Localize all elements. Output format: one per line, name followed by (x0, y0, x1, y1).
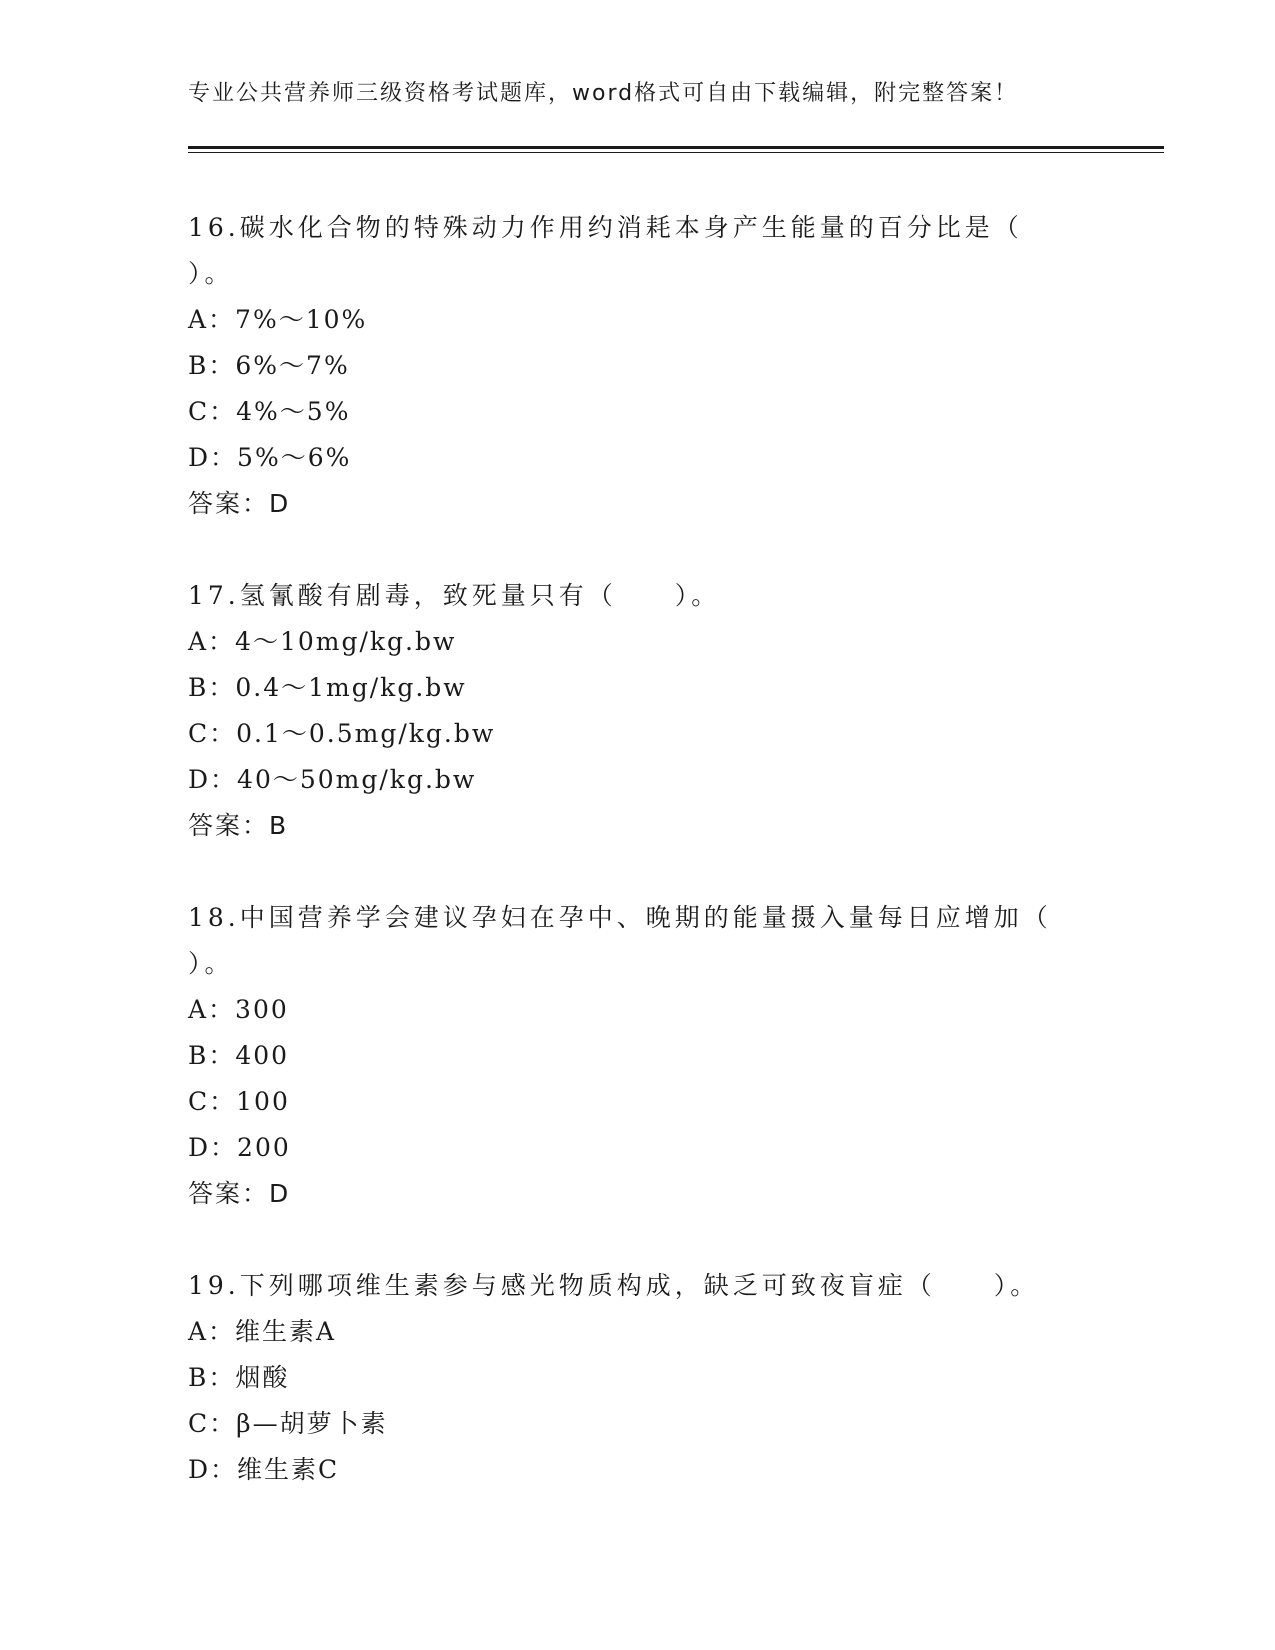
question-18 (188, 895, 1088, 1217)
question-stem: 18.中国营养学会建议孕妇在孕中、晚期的能量摄入量每日应增加（ ）。 (188, 903, 1052, 978)
option-b: B：400 (188, 1041, 290, 1070)
option-c: C：100 (188, 1087, 290, 1116)
option-b: B：烟酸 (188, 1363, 290, 1392)
question-stem: 16.碳水化合物的特殊动力作用约消耗本身产生能量的百分比是（ ）。 (188, 213, 1023, 288)
option-c: C：4%～5% (188, 397, 351, 426)
question-stem: 17.氢氰酸有剧毒，致死量只有（ ）。 (188, 581, 721, 610)
answer: 答案：D (188, 1179, 291, 1208)
option-d: D：200 (188, 1133, 291, 1162)
page-header: 专业公共营养师三级资格考试题库，word格式可自由下载编辑，附完整答案！ (188, 81, 1019, 106)
option-d: D：5%～6% (188, 443, 352, 472)
option-c: C：β—胡萝卜素 (188, 1409, 388, 1438)
option-a: A：4～10mg/kg.bw (188, 627, 457, 656)
question-19 (188, 1263, 1088, 1493)
header-rule-thick (188, 146, 1164, 149)
question-16 (188, 205, 1088, 527)
option-d: D：维生素C (188, 1455, 340, 1484)
option-b: B：0.4～1mg/kg.bw (188, 673, 467, 702)
option-d: D：40～50mg/kg.bw (188, 765, 477, 794)
option-c: C：0.1～0.5mg/kg.bw (188, 719, 496, 748)
option-a: A：维生素A (188, 1317, 337, 1346)
option-b: B：6%～7% (188, 351, 350, 380)
header-rule-thin (188, 152, 1164, 153)
question-list (188, 205, 1088, 1539)
option-a: A：7%～10% (188, 305, 368, 334)
question-stem: 19.下列哪项维生素参与感光物质构成，缺乏可致夜盲症（ ）。 (188, 1271, 1040, 1300)
question-17 (188, 573, 1088, 849)
answer: 答案：B (188, 811, 289, 840)
option-a: A：300 (188, 995, 289, 1024)
answer: 答案：D (188, 489, 291, 518)
